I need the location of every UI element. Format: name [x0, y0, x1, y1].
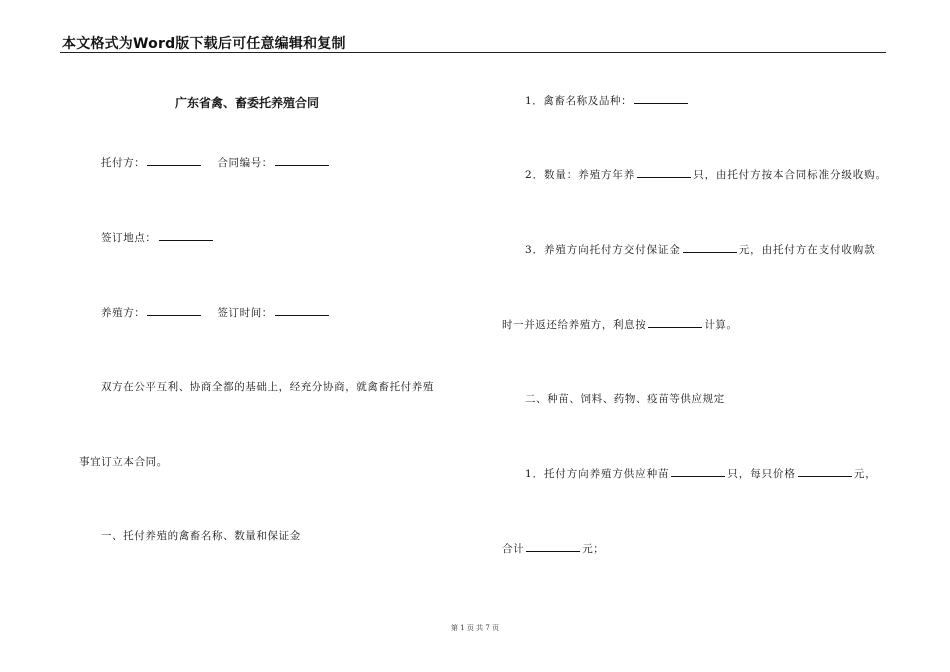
entruster-label: 托付方： — [101, 157, 146, 169]
item3-row — [525, 242, 876, 257]
section1-heading: 一、托付养殖的禽畜名称、数量和保证金 — [101, 530, 301, 542]
s2-item1-pre: 1．托付方向养殖方供应种苗 — [525, 468, 670, 480]
section2-heading: 二、种苗、饲料、药物、疫苗等供应规定 — [525, 393, 725, 405]
paragraph-line-1: 双方在公平互利、协商全都的基础上，经充分协商，就禽畜托付养殖 — [101, 381, 434, 393]
sign-time-label: 签订时间： — [217, 307, 273, 319]
interest-blank — [648, 317, 702, 328]
s2-total-row — [502, 541, 604, 556]
s2-total-pre: 合计 — [502, 543, 525, 555]
item1-blank — [634, 93, 688, 104]
item3-blank — [683, 242, 737, 253]
item3-cont-pre: 时一并返还给养殖方，利息按 — [502, 319, 647, 331]
unit-price-blank — [798, 466, 852, 477]
sign-place-row — [101, 230, 215, 245]
header-divider — [60, 52, 886, 53]
total-blank — [526, 541, 580, 552]
s2-item1-mid: 只，每只价格 — [727, 468, 796, 480]
s2-item1-post: 元， — [853, 468, 877, 480]
sign-place-label: 签订地点： — [101, 232, 157, 244]
item3-cont-post: 计算。 — [704, 319, 738, 331]
item1-label: 1．禽畜名称及品种： — [525, 95, 633, 107]
item3-pre: 3．养殖方向托付方交付保证金 — [525, 244, 681, 256]
item3-continuation — [502, 317, 738, 332]
item2-row — [525, 167, 887, 182]
breeder-blank — [147, 305, 201, 316]
entruster-row — [101, 155, 331, 170]
contract-no-blank — [275, 155, 329, 166]
s2-total-post: 元； — [582, 543, 605, 555]
breeder-row — [101, 305, 331, 320]
page-number: 第 1 页 共 7 页 — [450, 624, 500, 632]
item2-pre: 2．数量：养殖方年养 — [525, 169, 636, 181]
paragraph-line-2: 事宜订立本合同。 — [79, 456, 168, 468]
s2-item1-row — [525, 466, 877, 481]
item2-blank — [637, 167, 691, 178]
item2-post: 只，由托付方按本合同标准分级收购。 — [693, 169, 887, 181]
sign-time-blank — [275, 305, 329, 316]
entruster-blank — [147, 155, 201, 166]
seedling-qty-blank — [671, 466, 725, 477]
document-header: 本文格式为Word版下载后可任意编辑和复制 — [62, 36, 346, 52]
contract-title: 广东省禽、畜委托养殖合同 — [175, 96, 320, 110]
breeder-label: 养殖方： — [101, 307, 146, 319]
contract-no-label: 合同编号： — [217, 157, 273, 169]
item3-post: 元，由托付方在支付收购款 — [738, 244, 876, 256]
item1-row — [525, 93, 690, 108]
sign-place-blank — [159, 230, 213, 241]
